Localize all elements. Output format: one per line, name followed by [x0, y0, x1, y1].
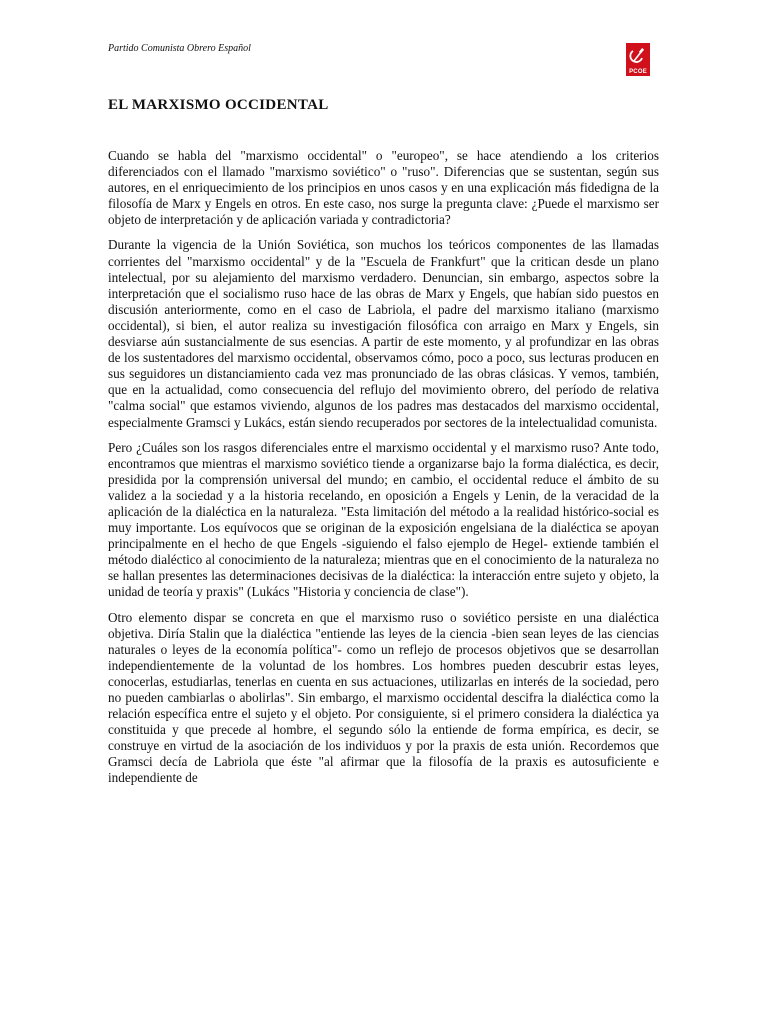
- paragraph: Otro elemento dispar se concreta en que el marxismo ruso o soviético persiste en una dialéctica objetiva. Diría Stalin que la dialéctica "entiende las leyes de la ciencia -bien sean leyes de las ciencias naturales o leyes de la economía política"- como un reflejo de procesos objetivos que se desarrollan independientemente de la voluntad de los hombres. Los hombres pueden descubrir estas leyes, conocerlas, estudiarlas, tenerlas en cuenta en sus actuaciones, utilizarlas en interés de la sociedad, pero no pueden cambiarlas o abolirlas". Sin embargo, el marxismo occidental descifra la dialéctica como la relación específica entre el sujeto y el objeto. Por consiguiente, si el primero considera la dialéctica ya constituida y que precede al hombre, el segundo sólo la entiende de forma empírica, es decir, se construye en virtud de la asociación de los individuos y por la praxis de esta unión. Recordemos que Gramsci decía de Labriola que éste "al afirmar que la filosofía de la praxis es autosuficiente e independiente de: [108, 609, 659, 786]
- paragraph: Durante la vigencia de la Unión Soviética, son muchos los teóricos componentes de las llamadas corrientes del "marxismo occidental" y de la "Escuela de Frankfurt" que la critican desde un plano intelectual, por su alejamiento del marxismo verdadero. Denuncian, sin embargo, aspectos sobre la interpretación que el socialismo ruso hace de las obras de Marx y Engels, que habían sido puestos en discusión anteriormente, como en el caso de Labriola, el padre del marxismo italiano (marxismo occidental), si bien, el autor realiza su investigación filosófica con arraigo en Marx y Engels, sin desviarse aún sustancialmente de sus esencias. A partir de este momento, y al profundizar en las obras de los sustentadores del marxismo occidental, observamos cómo, poco a poco, sus lecturas producen en sus seguidores un distanciamiento cada vez mas pronunciado de las obras clásicas. Y vemos, también, que en la actualidad, como consecuencia del reflujo del movimiento obrero, del período de relativa "calma social" que estamos viviendo, algunos de los padres mas destacados del marxismo occidental, especialmente Gramsci y Lukács, están siendo recuperados por sectores de la intelectualidad comunista.: [108, 237, 659, 430]
- logo-label: PCOE: [629, 69, 647, 75]
- pcoe-logo: [626, 43, 650, 76]
- hammer-sickle-icon: [626, 43, 650, 69]
- document-body: [108, 148, 659, 796]
- document-title: EL MARXISMO OCCIDENTAL: [108, 97, 329, 113]
- paragraph: Pero ¿Cuáles son los rasgos diferenciales entre el marxismo occidental y el marxismo ruso? Ante todo, encontramos que mientras el marxismo soviético tiende a organizarse bajo la forma dialéctica, es decir, presidida por la comprensión universal del mundo; en cambio, el occidental reduce el ámbito de su validez a la sociedad y a la historia recelando, en oposición a Engels y Lenin, de la veracidad de la aplicación de la dialéctica en la naturaleza. "Esta limitación del método a la realidad histórico-social es muy importante. Los equívocos que se originan de la exposición engelsiana de la dialéctica se apoyan principalmente en el hecho de que Engels -siguiendo el falso ejemplo de Hegel- extiende también el método dialéctico al conocimiento de la naturaleza; mientras que en el conocimiento de la naturaleza no se hallan presentes las determinaciones decisivas de la dialéctica: la interacción entre sujeto y objeto, la unidad de teoría y praxis" (Lukács "Historia y conciencia de clase").: [108, 439, 659, 600]
- paragraph: Cuando se habla del "marxismo occidental" o "europeo", se hace atendiendo a los criterios diferenciados con el llamado "marxismo soviético" o "ruso". Diferencias que se sustentan, según sus autores, en el enriquecimiento de los principios en unos casos y en una explicación más fidedigna de la filosofía de Marx y Engels en otros. En este caso, nos surge la pregunta clave: ¿Puede el marxismo ser objeto de interpretación y de aplicación variada y contradictoria?: [108, 148, 659, 228]
- organization-header: Partido Comunista Obrero Español: [108, 43, 251, 54]
